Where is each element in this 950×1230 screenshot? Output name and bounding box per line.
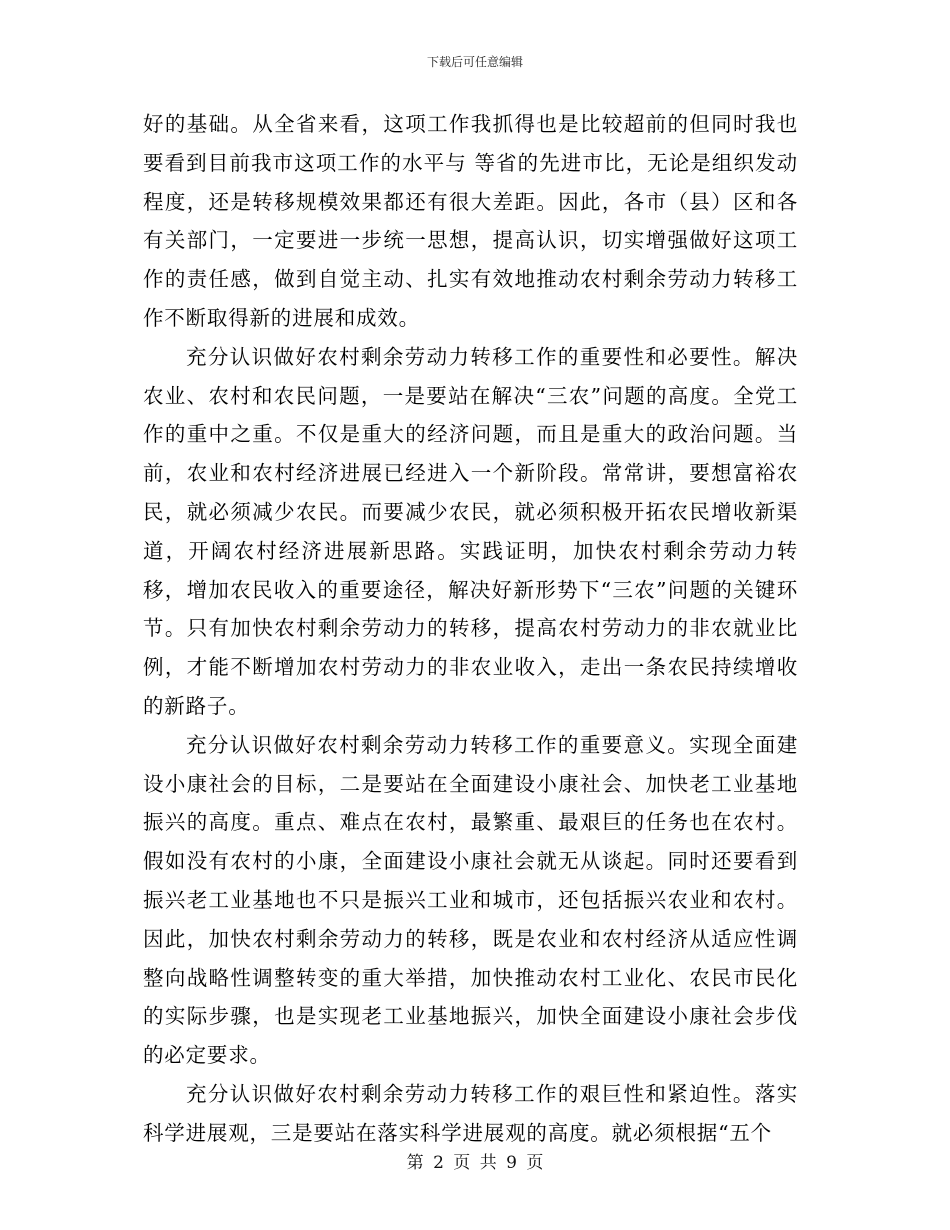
page-number: 第 2 页 共 9 页 [406,1153,544,1173]
paragraph-importance-necessity: 充分认识做好农村剩余劳动力转移工作的重要性和必要性。解决农业、农村和农民问题，一是要站在解决“三农”问题的高度。全党工作的重中之重。不仅是重大的经济问题，而且是重大的政治问题。当前，农业和农村经济进展已经进入一个新阶段。常常讲，要想富裕农民，就必须减少农民。而要减少农民，就必须积极开拓农民增收新渠道，开阔农村经济进展新思路。实践证明，加快农村剩余劳动力转移，增加农民收入的重要途径，解决好新形势下“三农”问题的关键环节。只有加快农村剩余劳动力的转移，提高农村劳动力的非农就业比例，才能不断增加农村劳动力的非农业收入，走出一条农民持续增收的新路子。 [143,344,798,718]
page-header-note: 下载后可任意编辑 [426,55,523,69]
paragraph-urgency: 充分认识做好农村剩余劳动力转移工作的艰巨性和紧迫性。落实科学进展观，三是要站在落实科学进展观的高度。就必须根据“五个 [143,1081,798,1145]
paragraph-significance: 充分认识做好农村剩余劳动力转移工作的重要意义。实现全面建设小康社会的目标，二是要站在全面建设小康社会、加快老工业基地振兴的高度。重点、难点在农村，最繁重、最艰巨的任务也在农村。假如没有农村的小康，全面建设小康社会就无从谈起。同时还要看到振兴老工业基地也不只是振兴工业和城市，还包括振兴农业和农村。因此，加快农村剩余劳动力的转移，既是农业和农村经济从适应性调整向战略性调整转变的重大举措，加快推动农村工业化、农民市民化的实际步骤，也是实现老工业基地振兴，加快全面建设小康社会步伐的必定要求。 [143,732,798,1068]
document-body [143,105,798,1153]
paragraph-continuation: 好的基础。从全省来看，这项工作我抓得也是比较超前的但同时我也要看到目前我市这项工作的水平与 等省的先进市比，无论是组织发动程度，还是转移规模效果都还有很大差距。因此，各市（县）区和各有关部门，一定要进一步统一思想，提高认识，切实增强做好这项工作的责任感，做到自觉主动、扎实有效地推动农村剩余劳动力转移工作不断取得新的进展和成效。 [143,112,798,330]
